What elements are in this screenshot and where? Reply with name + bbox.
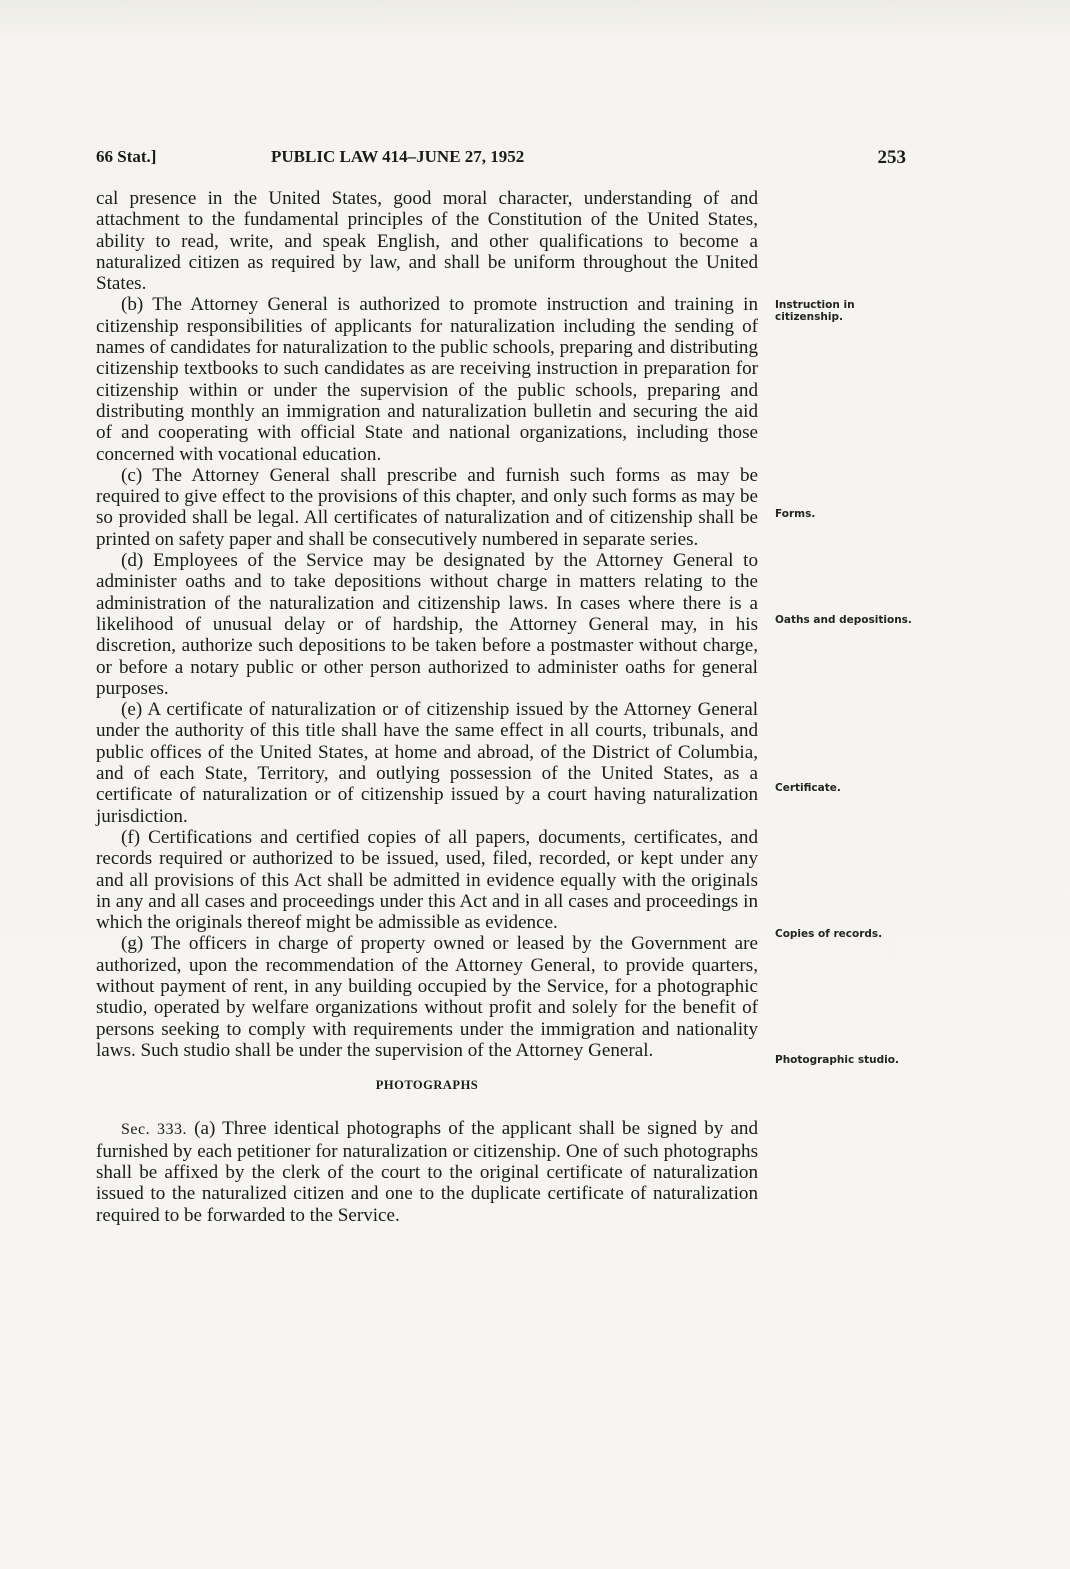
paragraph-intro: cal presence in the United States, good moral character, understanding of and attachment to the fundamental principles of the Constitution of the United States, ability to read, write, and speak English, and other qualifications to become a naturalized citizen as required by law, and shall be uniform throughout the United States.	[96, 188, 758, 295]
paragraph-e: (e) A certificate of naturalization or of citizenship issued by the Attorney General under the authority of this title shall have the same effect in all courts, tribunals, and public offices of the United States, at home and abroad, of the District of Columbia, and of each State, Territory, and outlying possession of the United States, as a certificate of naturalization or of citizenship issued by a court having naturalization jurisdiction.	[96, 699, 758, 827]
margin-note-photographic: Photographic studio.	[775, 1054, 899, 1066]
page-number: 253	[877, 147, 906, 168]
paragraph-g: (g) The officers in charge of property owned or leased by the Government are authorized, upon the recommendation of the Attorney General, to provide quarters, without payment of rent, in any building occupied by the Service, for a photographic studio, operated by welfare organizations without profit and solely for the benefit of persons seeking to comply with requirements under the immigration and nationality laws. Such studio shall be under the supervision of the Attorney General.	[96, 933, 758, 1061]
section-333-text: (a) Three identical photographs of the applicant shall be signed by and furnished by each petitioner for naturalization or citizenship. One of such photographs shall be affixed by the clerk of the court to the original certificate of naturalization issued to the naturalized citizen and one to the duplicate certificate of naturalization required to be forwarded to the Service.	[96, 1118, 758, 1226]
margin-note-certificate: Certificate.	[775, 782, 841, 794]
section-heading-photographs: PHOTOGRAPHS	[375, 1078, 479, 1093]
paragraph-sec-333	[96, 1118, 758, 1225]
margin-note-instruction: Instruction in citizenship.	[775, 299, 855, 323]
paragraph-c: (c) The Attorney General shall prescribe and furnish such forms as may be required to give effect to the provisions of this chapter, and only such forms as may be so provided shall be legal. All certificates of naturalization and of citizenship shall be printed on safety paper and shall be consecutively numbered in separate series.	[96, 464, 758, 550]
page-header	[96, 147, 908, 173]
margin-note-oaths: Oaths and depositions.	[775, 614, 912, 626]
paragraph-f: (f) Certifications and certified copies of all papers, documents, certificates, and records required or authorized to be issued, used, filed, recorded, or kept under any and all provisions of this Act shall be admitted in evidence equally with the originals in any and all cases and proceedings under this Act and in all cases and proceedings in which the originals thereof might be admissible as evidence.	[96, 826, 758, 934]
page-title: PUBLIC LAW 414–JUNE 27, 1952	[271, 147, 525, 166]
section-label: Sec. 333.	[121, 1121, 187, 1139]
paragraph-d: (d) Employees of the Service may be designated by the Attorney General to administer oaths and to take depositions without charge in matters relating to the administration of the naturalization and citizenship laws. In cases where there is a likelihood of unusual delay or of hardship, the Attorney General may, in his discretion, authorize such depositions to be taken before a postmaster without charge, or before a notary public or other person authorized to administer oaths for general purposes.	[96, 550, 758, 699]
statute-reference: 66 Stat.]	[96, 147, 157, 166]
body-text	[96, 188, 758, 1226]
margin-note-copies: Copies of records.	[775, 928, 883, 940]
paragraph-b: (b) The Attorney General is authorized to promote instruction and training in citizenship responsibilities of applicants for naturalization including the sending of names of candidates for naturalization to the public schools, preparing and distributing citizenship textbooks to such candidates as are receiving instruction in preparation for citizenship within or under the supervision of the public schools, preparing and distributing monthly an immigration and naturalization bulletin and securing the aid of and cooperating with official State and national organizations, including those concerned with vocational education.	[96, 294, 758, 465]
margin-note-forms: Forms.	[775, 508, 816, 520]
